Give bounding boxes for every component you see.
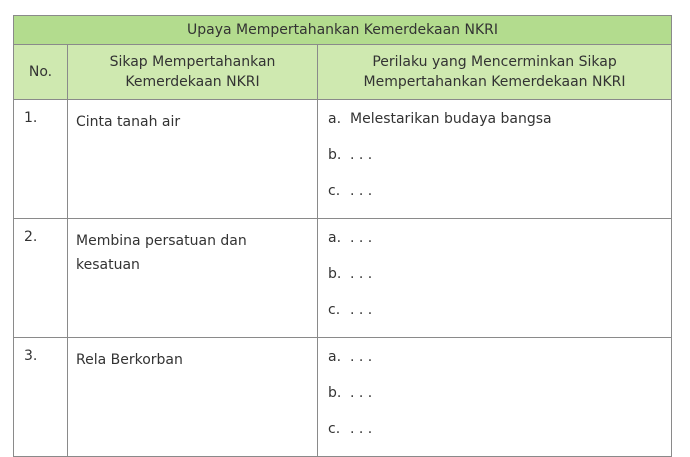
row-number: 1. (14, 100, 68, 219)
header-no: No. (14, 45, 68, 100)
item-text: . . . (350, 230, 373, 246)
sikap-cell (68, 338, 318, 457)
item-letter: c. (328, 302, 341, 318)
sikap-text: Rela Berkorban (76, 352, 183, 368)
header-sikap (68, 45, 318, 100)
item-letter: c. (328, 421, 341, 437)
item-text: . . . (350, 147, 373, 163)
item-text: . . . (350, 183, 373, 199)
header-perilaku (318, 45, 672, 100)
table-row (14, 338, 672, 457)
perilaku-item (328, 182, 663, 218)
perilaku-item (328, 420, 663, 456)
item-letter: a. (328, 111, 342, 127)
item-letter: b. (328, 385, 342, 401)
item-letter: c. (328, 183, 341, 199)
header-sikap-label: Sikap Mempertahankan Kemerdekaan NKRI (109, 54, 276, 90)
perilaku-item (328, 229, 663, 265)
sikap-text: Cinta tanah air (76, 114, 181, 130)
perilaku-item (328, 301, 663, 337)
sikap-text: Membina persatuan dan kesatuan (76, 233, 247, 273)
item-letter: a. (328, 349, 342, 365)
perilaku-item (328, 110, 663, 146)
worksheet-table (13, 15, 672, 457)
perilaku-item (328, 265, 663, 301)
perilaku-cell (318, 338, 672, 457)
item-text: . . . (350, 349, 373, 365)
item-text: . . . (350, 385, 373, 401)
perilaku-cell (318, 100, 672, 219)
perilaku-item (328, 146, 663, 182)
item-text: . . . (350, 266, 373, 282)
item-letter: a. (328, 230, 342, 246)
table-row (14, 219, 672, 338)
perilaku-item (328, 384, 663, 420)
header-perilaku-label: Perilaku yang Mencerminkan Sikap Mempertahankan Kemerdekaan NKRI (363, 54, 626, 90)
item-letter: b. (328, 147, 342, 163)
sikap-cell (68, 219, 318, 338)
table-row (14, 100, 672, 219)
perilaku-cell (318, 219, 672, 338)
item-letter: b. (328, 266, 342, 282)
row-number: 2. (14, 219, 68, 338)
item-text: . . . (350, 421, 373, 437)
sikap-cell (68, 100, 318, 219)
item-text: Melestarikan budaya bangsa (350, 111, 552, 127)
table-title: Upaya Mempertahankan Kemerdekaan NKRI (14, 16, 672, 45)
row-number: 3. (14, 338, 68, 457)
item-text: . . . (350, 302, 373, 318)
perilaku-item (328, 348, 663, 384)
